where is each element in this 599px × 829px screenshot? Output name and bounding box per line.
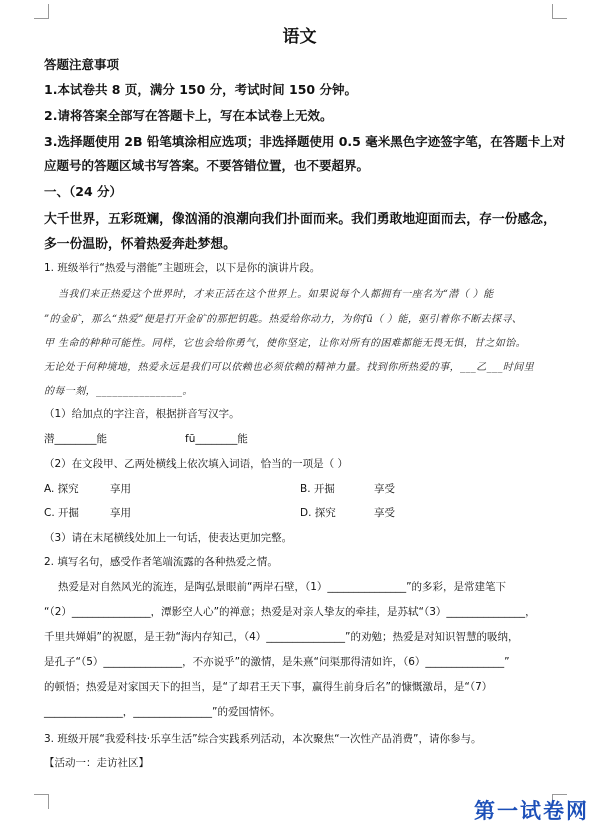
question-prompt: 2. 填写名句，感受作者笔端流露的各种热爱之情。 (44, 556, 278, 568)
option-label: B. 开掘 (300, 483, 335, 495)
option-word: 享用 (110, 507, 131, 519)
question-prompt: 1. 班级举行“热爱与潜能”主题班会，以下是你的演讲片段。 (44, 262, 321, 274)
pinyin-fill-1: 潜________能 (44, 433, 107, 445)
fill-line: 热爱是对自然风光的流连，是陶弘景眼前“两岸石壁，（1）_______________”的多彩，是常建笔下 (58, 581, 507, 593)
fill-line: 千里共婵娟”的祝愿，是王勃“海内存知己，（4）_______________”的劝勉；热爱是对知识智慧的吸纳， (44, 631, 519, 643)
passage-line: ”的金矿，那么“热爱”便是打开金矿的那把钥匙。热爱给你动力，为你fū（ ）能，驱引着你不断去探寻、 (44, 314, 523, 325)
notice-item: 应题号的答题区域书写答案。不要答错位置，也不要超界。 (44, 158, 370, 173)
passage-line: 当我们来正热爱这个世界时，才来正活在这个世界上。如果说每个人都拥有一座名为“潜（ ）能 (58, 289, 494, 300)
crop-mark (34, 4, 49, 19)
option-word: 享受 (374, 483, 395, 495)
passage-line: 甲 生命的种种可能性。同样，它也会给你勇气，使你坚定，让你对所有的困难都能无畏无惧，甘之如饴。 (44, 338, 526, 349)
notice-item: 3.选择题使用 2B 铅笔填涂相应选项；非选择题使用 0.5 毫米黑色字迹签字笔，在答题卡上对 (44, 134, 566, 149)
passage-line: 无论处于何种境地，热爱永远是我们可以依赖也必须依赖的精神力量。找到你所热爱的事，___乙___时间里 (44, 362, 534, 373)
option-word: 享受 (374, 507, 395, 519)
section-intro: 多一份温盼，怀着热爱奔赴梦想。 (44, 237, 236, 252)
notice-item: 2.请将答案全部写在答题卡上，写在本试卷上无效。 (44, 108, 333, 123)
crop-mark (34, 794, 49, 809)
passage-line: 的每一刻，________________。 (44, 386, 193, 397)
fill-line: 是孔子“（5）_______________，不亦说乎”的激情，是朱熹“问渠那得清如许，（6）_______________” (44, 656, 510, 668)
option-word: 享用 (110, 483, 131, 495)
notice-item: 1.本试卷共 8 页，满分 150 分，考试时间 150 分钟。 (44, 82, 357, 97)
pinyin-fill-2: fū________能 (185, 433, 248, 445)
site-watermark: 第一试卷网 (474, 799, 589, 823)
option-label: C. 开掘 (44, 507, 80, 519)
fill-line: “（2）_______________，潭影空人心”的禅意；热爱是对亲人挚友的牵挂，是苏轼“（3）_______________， (44, 606, 536, 618)
fill-line: _______________，_______________”的爱国情怀。 (44, 706, 281, 718)
option-label: D. 探究 (300, 507, 336, 519)
option-label: A. 探究 (44, 483, 79, 495)
activity-heading: 【活动一：走访社区】 (44, 757, 149, 769)
notice-heading: 答题注意事项 (44, 57, 120, 72)
sub-question: （1）给加点的字注音，根据拼音写汉字。 (44, 408, 240, 420)
sub-question: （3）请在末尾横线处加上一句话，使表达更加完整。 (44, 532, 293, 544)
section-intro: 大千世界，五彩斑斓，像汹涌的浪潮向我们扑面而来。我们勇敢地迎面而去，存一份感念， (44, 212, 556, 227)
fill-line: 的顿悟；热爱是对家国天下的担当，是“了却君王天下事，赢得生前身后名”的慷慨激昂，是“（7） (44, 681, 493, 693)
section-heading: 一、（24 分） (44, 184, 122, 199)
sub-question: （2）在文段甲、乙两处横线上依次填入词语，恰当的一项是（ ） (44, 458, 349, 470)
question-prompt: 3. 班级开展“我爱科技·乐享生活”综合实践系列活动，本次聚焦“一次性产品消费”，请你参与。 (44, 733, 482, 745)
page-title: 语文 (282, 27, 317, 47)
crop-mark (552, 4, 567, 19)
